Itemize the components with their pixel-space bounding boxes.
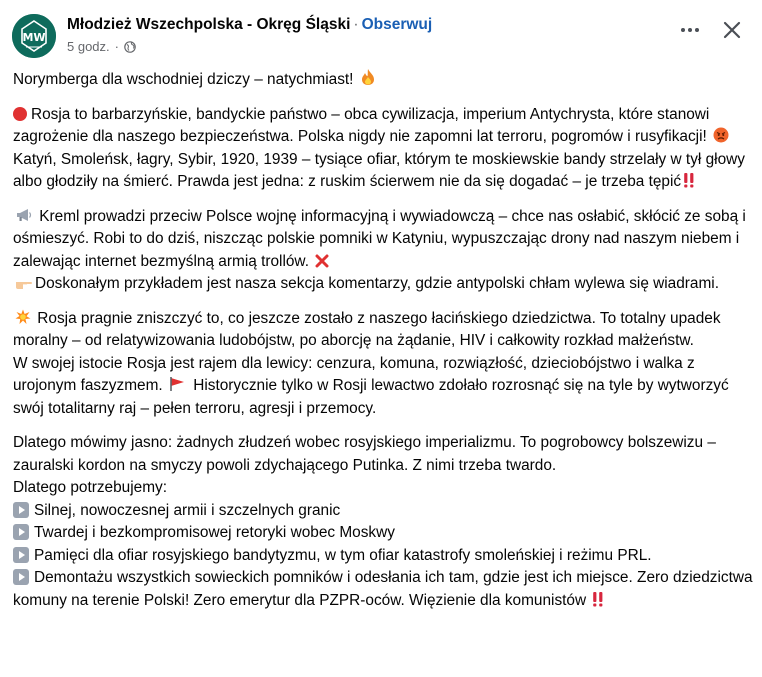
post-content [13,68,753,612]
paragraph-3-c: Historycznie tylko w Rosji lewactwo zdołało rozrosnąć się na tyle by wytworzyć swój totalitarny raj – pełen terroru, agresji i przemocy. [13,377,729,417]
paragraph-1 [13,104,753,194]
dot-icon [688,28,692,32]
paragraph-2 [13,206,753,274]
close-button[interactable] [720,18,744,42]
close-icon [723,21,741,39]
page-name-link[interactable]: Młodzież Wszechpolska - Okręg Śląski [67,16,351,33]
post-header [12,12,750,60]
list-item: Silnej, nowoczesnej armii i szczelnych granic [34,501,341,519]
post-title: Norymberga dla wschodniej dziczy – natychmiast! [13,71,354,88]
red-flag-icon [169,376,187,392]
globe-icon [124,41,136,53]
megaphone-icon [15,207,33,223]
play-button-icon [13,524,29,540]
avatar-logo-icon [12,14,56,58]
cross-mark-icon [315,254,329,268]
page-avatar[interactable] [12,14,56,58]
name-row [67,15,432,35]
red-circle-icon [13,107,27,121]
time-row [67,38,432,56]
play-button-icon [13,569,29,585]
play-button-icon [13,502,29,518]
list-item: Twardej i bezkompromisowej retoryki wobec Moskwy [34,524,395,541]
time-separator: · [114,39,119,54]
paragraph-4-a: Dlatego mówimy jasno: żadnych złudzeń wobec rosyjskiego imperializmu. To pogrobowcy bolszewizu – zauralski kordon na smyczy powoli zdychającego Putinka. Z nimi trzeba twardo. [13,434,716,474]
dot-icon [681,28,685,32]
paragraph-4 [13,432,753,612]
post-meta [67,15,432,56]
play-button-icon [13,547,29,563]
paragraph-2-b: Doskonałym przykładem jest nasza sekcja komentarzy, gdzie antypolski chłam wylewa się wiadrami. [35,275,720,292]
follow-button[interactable]: Obserwuj [361,16,433,33]
paragraph-3-a: Rosja pragnie zniszczyć to, co jeszcze zostało z naszego łacińskiego dziedzictwa. To totalny upadek moralny – od relatywizowania ludobójstw, po aborcję na żądanie, HIV i całkowity rozkład małżeństw. [13,309,721,349]
collision-icon [15,309,31,325]
post-time-link[interactable]: 5 godz. [67,39,110,54]
double-exclamation-icon [683,172,695,188]
post-title-line [13,68,753,92]
dot-icon [695,28,699,32]
double-exclamation-icon [592,591,604,607]
fire-icon [360,68,376,86]
paragraph-1-b: Katyń, Smoleńsk, łagry, Sybir, 1920, 1939 – tysiące ofiar, którym te moskiewskie bandy strzelały w tył głowy albo głodziły na śmierć. Prawda jest jedna: z ruskim ścierwem nie da się dogadać – je trzeba tępić [13,150,745,190]
list-item: Demontażu wszystkich sowieckich pomników i odesłania ich tam, gdzie jest ich miejsce. Zero dziedzictwa komuny na terenie Polski! Zero emerytur dla PZPR-oców. Więzienie dla komunistów [13,569,753,609]
paragraph-3 [13,308,753,421]
paragraph-2-a: Kreml prowadzi przeciw Polsce wojnę informacyjną i wywiadowczą – chce nas osłabić, skłócić ze sobą i ośmieszyć. Robi to do dziś, niszcząc polskie pomniki w Katyniu, wypuszczając drony nad naszym niebem i zalewając internet bezmyślną armią trollów. [13,207,746,270]
header-actions [678,18,744,42]
paragraph-4-b: Dlatego potrzebujemy: [13,479,167,496]
paragraph-2-line-b [13,273,753,296]
paragraph-1-a: Rosja to barbarzyńskie, bandyckie państwo – obca cywilizacja, imperium Antychrysta, które stanowi zagrożenie dla naszego bezpieczeństwa. Polska nigdy nie zapomni lat terroru, pogromów i rusyfikacji! [13,105,710,145]
angry-face-icon [713,127,729,143]
more-options-button[interactable] [678,18,702,42]
list-item: Pamięci dla ofiar rosyjskiego bandytyzmu, w tym ofiar katastrofy smoleńskiej i reżimu PRL. [34,546,652,564]
pointing-hand-icon [15,276,33,290]
avatar-text: MW [22,31,46,44]
name-separator: · [353,16,359,33]
paragraph-3-b: W swojej istocie Rosja jest rajem dla lewicy: cenzura, komuna, rozwiązłość, dzieciobójstwo i walka z urojonym faszyzmem. [13,354,695,394]
